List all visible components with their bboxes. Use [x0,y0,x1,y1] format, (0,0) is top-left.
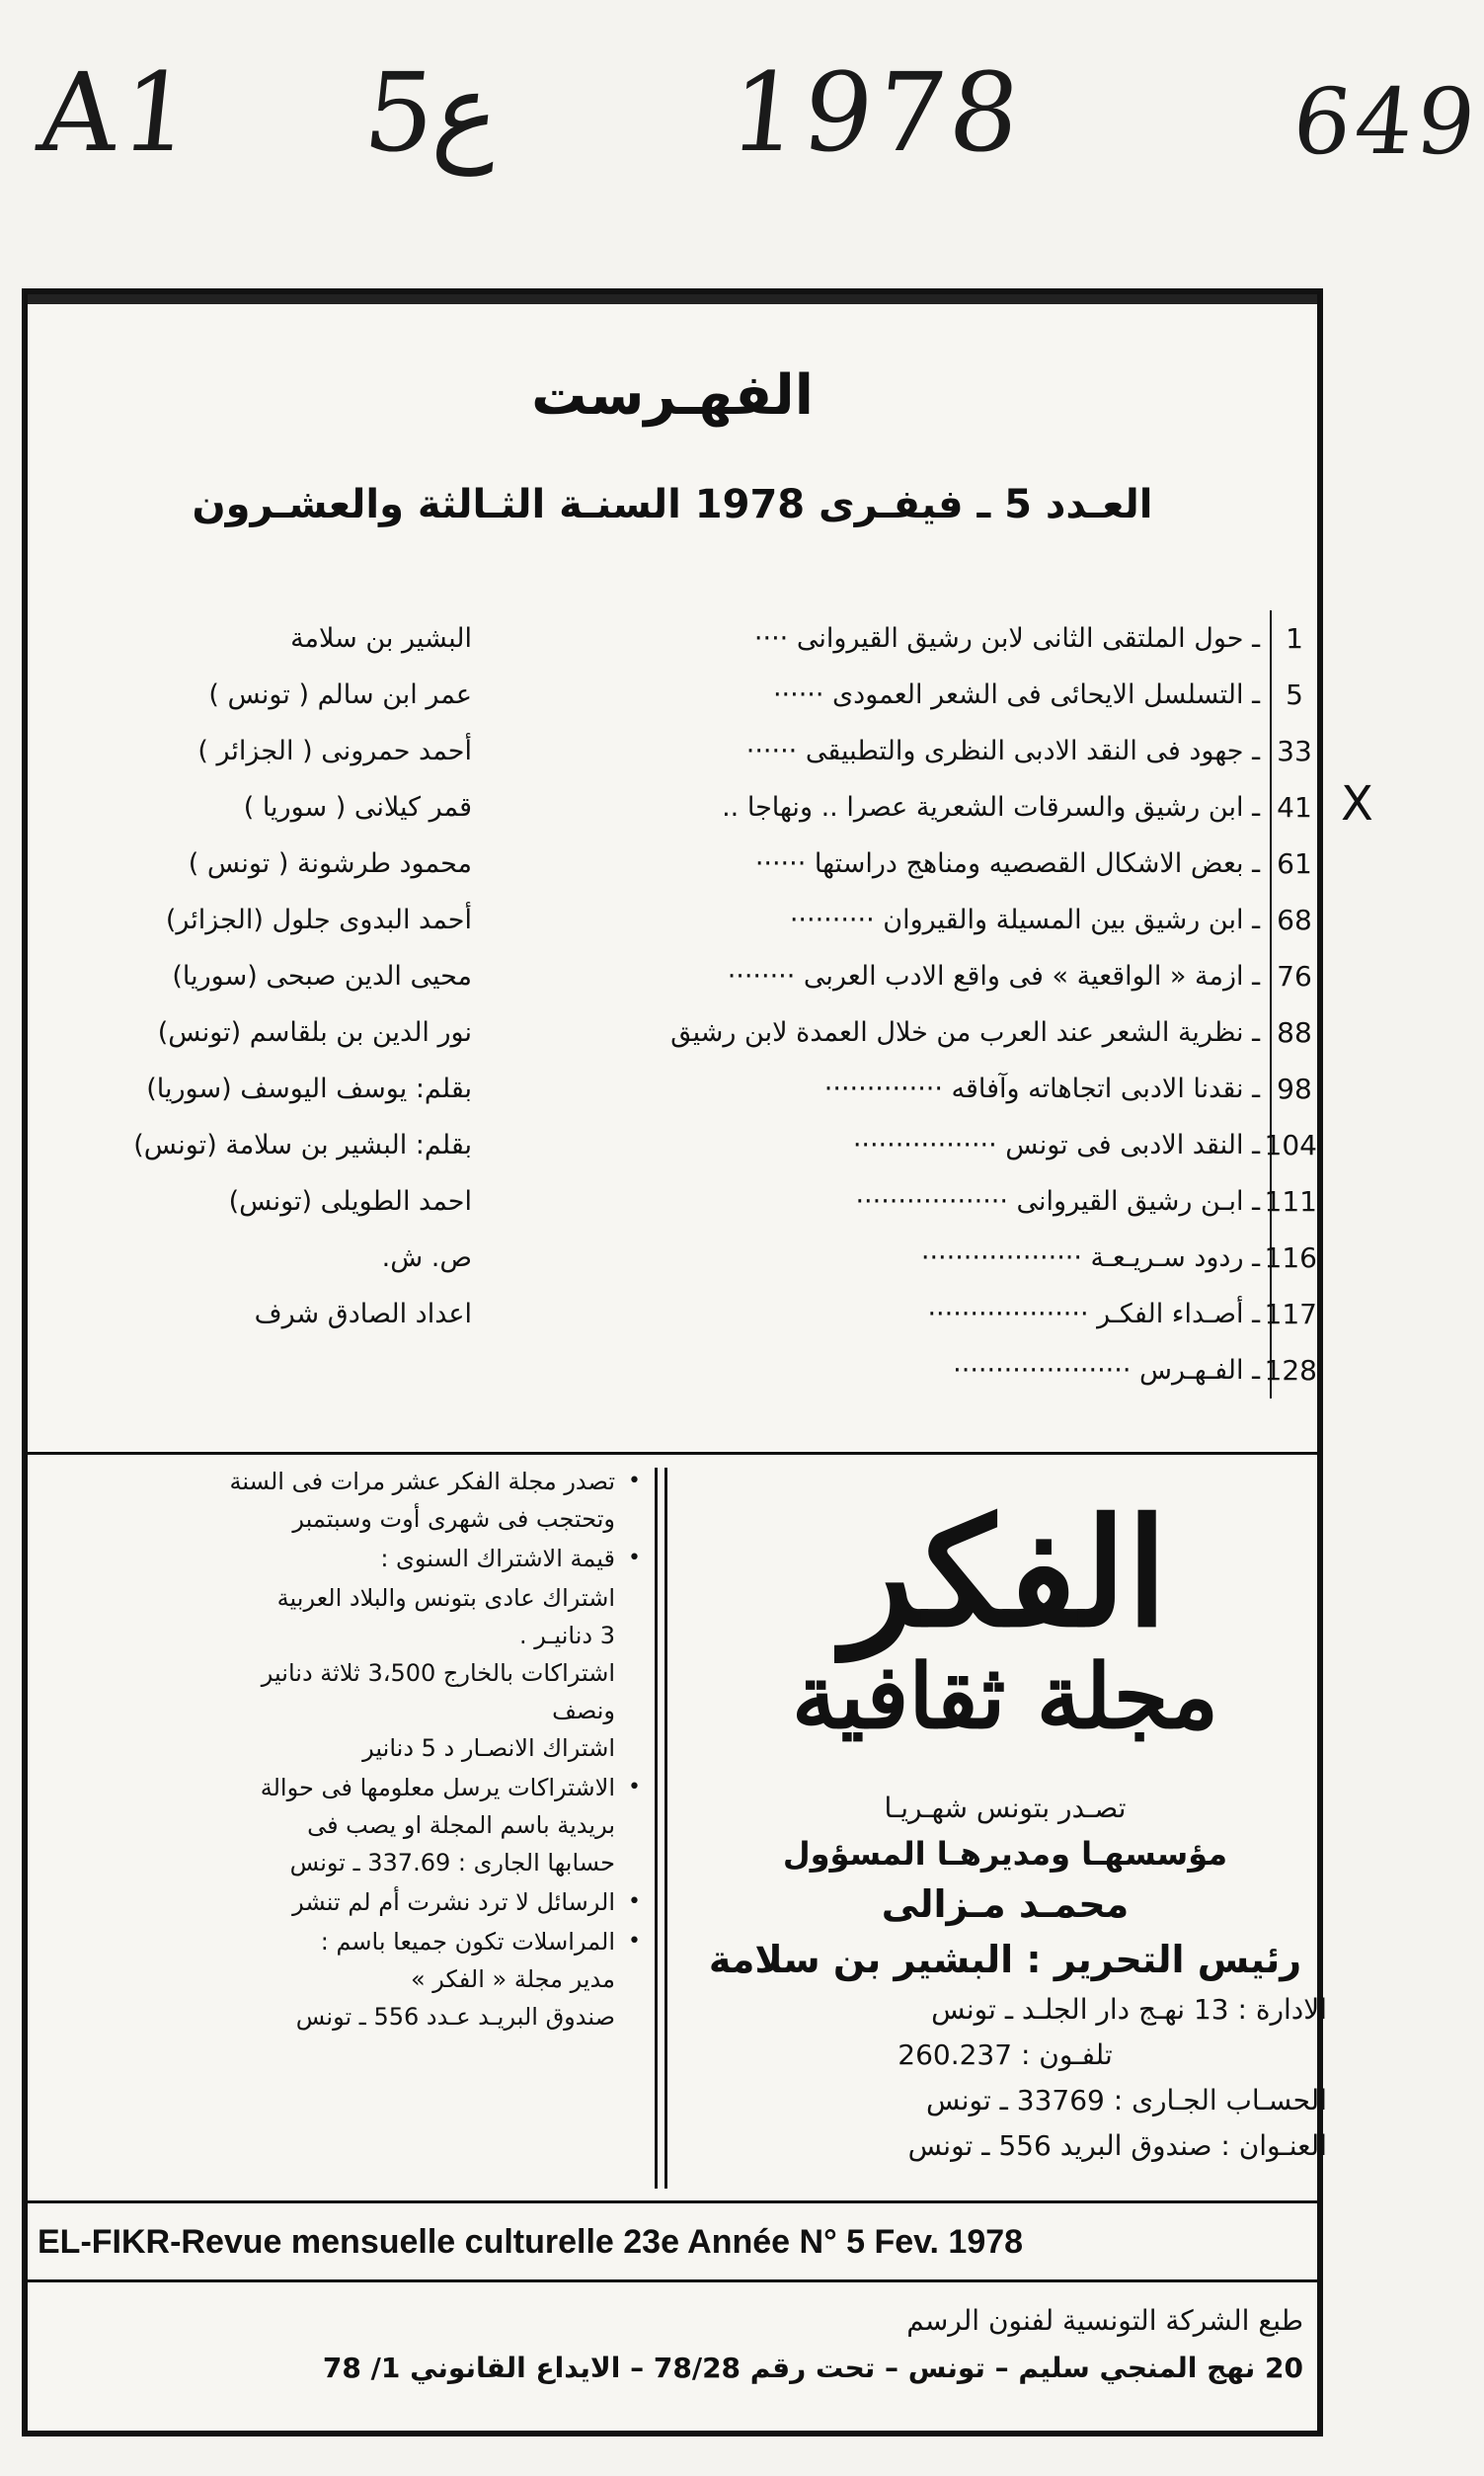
subscription-line: قيمة الاشتراك السنوى : [380,1545,615,1572]
handwritten-code: A1 [33,49,202,176]
toc-row [28,948,1317,1004]
toc-page-number: 68 [1270,892,1317,948]
toc-page-number: 117 [1270,1286,1317,1342]
subscription-line: حسابها الجارى : 337.69 ـ تونس [289,1849,615,1877]
toc-article-title: ـ بعض الاشكال القصصيه ومناهج دراستها ······ [754,848,1260,879]
toc-article-title: ـ التسلسل الايحائى فى الشعر العمودى ······ [772,679,1260,710]
toc-article-title: ـ ازمة « الواقعية » فى واقع الادب العربى ········ [727,961,1260,992]
subscription-item [38,1581,645,1765]
subscription-line: صندوق البريـد عـدد 556 ـ تونس [295,2003,615,2031]
toc-row [28,1004,1317,1061]
toc-article-title: ـ ابن رشيق بين المسيلة والقيروان ·········· [789,905,1260,935]
toc-page-number: 5 [1270,667,1317,723]
toc-article-title: ـ أصـداء الفكـر ··················· [927,1299,1260,1329]
toc-author: ص. ش. [381,1242,472,1273]
toc-row [28,723,1317,779]
toc-row [28,1173,1317,1230]
toc-page-number: 104 [1270,1117,1317,1173]
toc-author: بقلم: يوسف اليوسف (سوريا) [146,1074,472,1104]
subscription-item [38,1925,645,2034]
admin-address: الادارة : 13 نهـج دار الجلـد ـ تونس [931,1993,1327,2026]
divider [28,1452,1317,1455]
magazine-masthead [679,1786,1331,2169]
toc-row [28,1286,1317,1342]
printer-line-1: طبع الشركة التونسية لفنون الرسم [906,2304,1303,2337]
toc-row [28,1117,1317,1173]
toc-author: عمر ابن سالم ( تونس ) [208,679,472,710]
column-rule [655,1468,658,2189]
divider [28,2279,1317,2282]
french-footer: EL-FIKR-Revue mensuelle culturelle 23e Année N° 5 Fev. 1978 [38,2223,1024,2261]
toc-row [28,1342,1317,1398]
subscription-line: المراسلات تكون جميعا باسم : [320,1928,615,1956]
handwritten-year: 1978 [724,49,1030,176]
subscription-line: الرسائل لا ترد نشرت أم لم تنشر [292,1888,615,1916]
toc-author: محمود طرشونة ( تونس ) [188,848,472,879]
toc-author: اعداد الصادق شرف [254,1299,472,1329]
account-line: الحسـاب الجـارى : 33769 ـ تونس [926,2084,1327,2117]
printer-info [30,2297,1303,2392]
page-title: الفهـرست [531,363,814,428]
toc-page-number: 1 [1270,610,1317,667]
subscription-line: بريدية باسم المجلة او يصب فى [307,1811,615,1839]
bullet: • [628,1775,641,1799]
bullet: • [628,1929,641,1954]
toc-row [28,779,1317,836]
phone-line: تلفـون : 260.237 [898,2038,1113,2071]
toc-page-number: 76 [1270,948,1317,1004]
subscription-line: وتحتجب فى شهرى أوت وسبتمبر [292,1505,615,1533]
toc-article-title: ـ النقد الادبى فى تونس ················· [852,1130,1260,1160]
bullet: • [628,1546,641,1570]
toc-page-number: 98 [1270,1061,1317,1117]
founder-name: محمـد مـزالى [881,1882,1130,1926]
subscription-line: الاشتراكات يرسل معلومها فى حوالة [260,1774,615,1801]
toc-article-title: ـ نقدنا الادبى اتجاهاته وآفاقه ·············· [823,1074,1260,1104]
founder-label: مؤسسهـا ومديرهـا المسؤول [782,1835,1228,1873]
toc-author: أحمد البدوى جلول (الجزائر) [165,905,472,935]
toc-row [28,610,1317,667]
address-line: العنـوان : صندوق البريد 556 ـ تونس [907,2129,1327,2162]
toc-row [28,1061,1317,1117]
toc-page-number: 33 [1270,723,1317,779]
subscription-item [38,1465,645,1536]
toc-page-number: 61 [1270,836,1317,892]
subscription-line: مدير مجلة « الفكر » [410,1965,615,1993]
table-of-contents [28,610,1317,1398]
toc-article-title: ـ حول الملتقى الثانى لابن رشيق القيروانى ···· [753,623,1260,654]
handwritten-issue: 5ع [358,49,507,176]
divider [28,2200,1317,2203]
toc-article-title: ـ الفـهـرس ····················· [953,1355,1260,1386]
column-rule [664,1468,667,2189]
toc-page-number: 111 [1270,1173,1317,1230]
editor-line: رئيس التحرير : البشير بن سلامة [708,1938,1302,1981]
toc-page-number: 128 [1270,1342,1317,1398]
toc-article-title: ـ ابـن رشيق القيروانى ·················· [855,1186,1260,1217]
toc-author: احمد الطويلى (تونس) [228,1186,472,1217]
toc-article-title: ـ ابن رشيق والسرقات الشعرية عصرا .. ونهاجا .. [722,792,1260,823]
printer-line-2: 20 نهج المنجي سليم – تونس – تحت رقم 78/28 – الايداع القانوني 1/ 78 [322,2352,1303,2384]
toc-page-number: 41 [1270,779,1317,836]
magazine-subtitle: مجلة ثقافية [791,1644,1219,1749]
page-frame [22,288,1327,2436]
magazine-logo: الفكر [842,1486,1168,1660]
published-line: تصـدر بتونس شهـريـا [884,1792,1127,1824]
bullet: • [628,1889,641,1914]
subscription-line: تصدر مجلة الفكر عشر مرات فى السنة [229,1468,615,1495]
subscription-line: 3 دنانيـر . [518,1622,615,1649]
subscription-line: اشتراكات بالخارج 3،500 ثلاثة دنانير [261,1659,615,1687]
toc-author: نور الدين بن بلقاسم (تونس) [157,1017,472,1048]
subscription-info [38,1465,645,2196]
toc-page-number: 116 [1270,1230,1317,1286]
toc-author: البشير بن سلامة [290,623,472,654]
subscription-line: اشتراك الانصـار د 5 دنانير [362,1734,615,1762]
subscription-item [38,1885,645,1919]
toc-article-title: ـ نظرية الشعر عند العرب من خلال العمدة لابن رشيق [670,1017,1260,1048]
issue-line: العـدد 5 ـ فيفـرى 1978 السنـة الثـالثة والعشـرون [192,482,1153,527]
toc-row [28,667,1317,723]
toc-author: محيى الدين صبحى (سوريا) [172,961,472,992]
toc-row [28,1230,1317,1286]
toc-author [57,1342,472,1398]
toc-row [28,892,1317,948]
toc-article-title: ـ جهود فى النقد الادبى النظرى والتطبيقى ······ [745,736,1260,766]
subscription-item [38,1771,645,1879]
bullet: • [628,1469,641,1493]
toc-article-title: ـ ردود سـريـعـة ··················· [920,1242,1260,1273]
subscription-item [38,1542,645,1575]
toc-row [28,836,1317,892]
toc-author: قمر كيلانى ( سوريا ) [243,792,472,823]
subscription-line: ونصف [552,1697,615,1724]
toc-author: بقلم: البشير بن سلامة (تونس) [133,1130,472,1160]
margin-x-mark: X [1341,776,1373,832]
toc-author: أحمد حمرونى ( الجزائر ) [197,736,472,766]
toc-page-number: 88 [1270,1004,1317,1061]
handwritten-number: 649 [1288,69,1484,175]
subscription-line: اشتراك عادى بتونس والبلاد العربية [276,1584,615,1612]
